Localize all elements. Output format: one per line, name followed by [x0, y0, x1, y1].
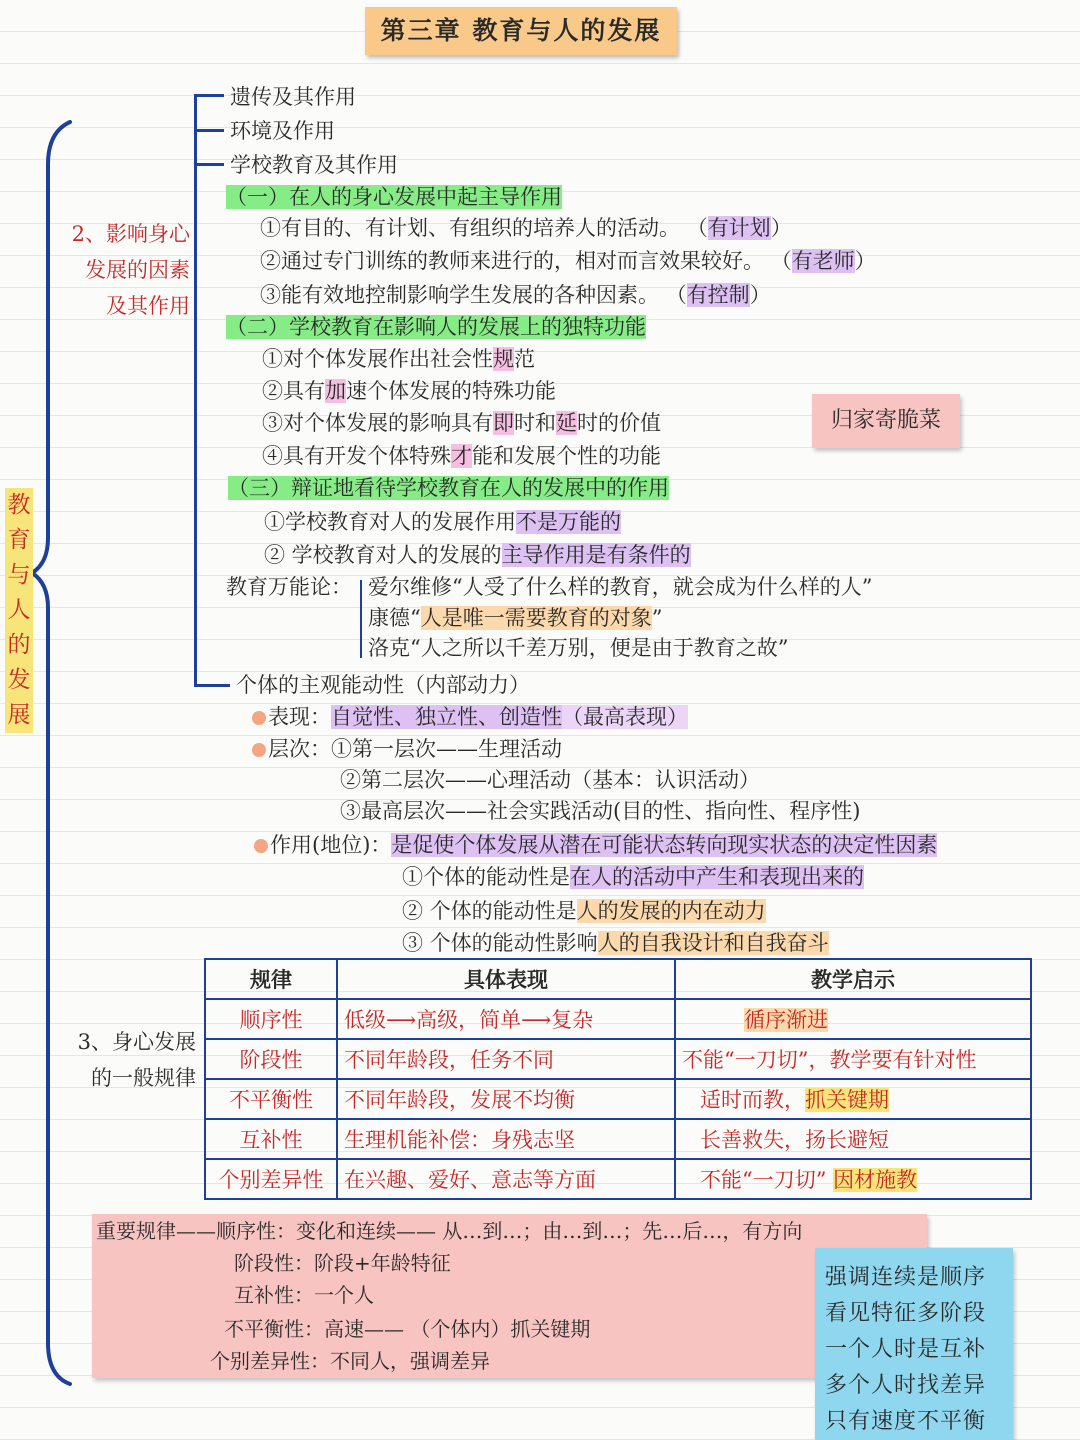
- table-row: [205, 1159, 1031, 1199]
- summary-line: 不平衡性：高速—— （个体内）抓关键期: [224, 1317, 591, 1341]
- side-title-char: 与: [7, 562, 31, 588]
- table-row: [205, 1119, 1031, 1159]
- text: ③ 个体的能动性影响: [402, 931, 598, 955]
- note-open: （: [770, 249, 792, 273]
- insight-text: 适时而教，: [700, 1088, 805, 1112]
- highlight: 在人的活动中产生和表现出来的: [570, 865, 864, 889]
- role-item: [402, 928, 829, 958]
- section2-label-line: 发展的因素: [85, 258, 190, 282]
- part3-heading-text: （三）辩证地看待学校教育在人的发展中的作用: [228, 476, 669, 500]
- manifest-cell: 在兴趣、爱好、意志等方面: [337, 1159, 675, 1199]
- section3-label-line: 的一般规律: [91, 1066, 196, 1090]
- bullet-dot: [252, 743, 266, 757]
- part3-item: [264, 540, 691, 570]
- label: 层次：: [268, 737, 331, 761]
- insight-cell: [675, 1119, 1031, 1159]
- summary-line: 阶段性：阶段+年龄特征: [234, 1251, 451, 1275]
- table-row: [205, 999, 1031, 1039]
- text: ”: [651, 606, 663, 630]
- text: ②具有: [262, 379, 325, 403]
- law-cell: 顺序性: [205, 999, 337, 1039]
- factor-tree-vertical: [194, 94, 197, 686]
- level-item: ③最高层次——社会实践活动(目的性、指向性、程序性): [340, 799, 861, 823]
- part1-item-note: 有计划: [707, 216, 771, 240]
- highlight: 不是万能的: [516, 510, 621, 534]
- part1-item: [260, 213, 792, 243]
- column-header: 规律: [205, 959, 337, 999]
- side-title-char: 展: [7, 702, 31, 728]
- insight-cell: [675, 999, 1031, 1039]
- level-item: ①第一层次——生理活动: [331, 737, 562, 761]
- factor-school: 学校教育及其作用: [230, 153, 398, 177]
- manifest-cell: 不同年龄段，发展不均衡: [337, 1079, 675, 1119]
- law-cell: 不平衡性: [205, 1079, 337, 1119]
- bullet-dot: [254, 839, 268, 853]
- tree-branch: [194, 129, 224, 132]
- insight-text: 不能“一刀切”，教学要有针对性: [682, 1048, 977, 1072]
- table-row: [205, 1039, 1031, 1079]
- part2-item: [262, 376, 556, 406]
- quote-kant: [368, 603, 663, 633]
- part1-item-text: ③能有效地控制影响学生发展的各种因素。: [260, 283, 659, 307]
- level-item: ②第二层次——心理活动（基本：认识活动）: [340, 768, 760, 792]
- insight-cell: [675, 1039, 1031, 1079]
- levels-row: [252, 734, 562, 764]
- part2-item: [262, 344, 535, 374]
- text: ④具有开发个体特殊: [262, 444, 451, 468]
- part1-item: [260, 246, 876, 276]
- key-char: 规: [493, 347, 514, 371]
- text: 康德“: [368, 606, 421, 630]
- text: 能和发展个性的功能: [472, 444, 661, 468]
- quote-locke: 洛克“人之所以千差万别，便是由于教育之故”: [368, 636, 789, 660]
- part1-heading-text: （一）在人的身心发展中起主导作用: [226, 185, 562, 209]
- mnemonic-line: 多个人时找差异: [825, 1373, 987, 1398]
- note: （最高表现）: [562, 705, 688, 729]
- key-char: 才: [451, 444, 472, 468]
- insight-cell: [675, 1079, 1031, 1119]
- tree-branch: [194, 163, 224, 166]
- note-close: ）: [854, 249, 876, 273]
- part2-heading: [226, 312, 646, 342]
- text: ② 个体的能动性是: [402, 899, 577, 923]
- law-cell: 互补性: [205, 1119, 337, 1159]
- mnemonic-note: 归家寄脆菜: [812, 394, 960, 448]
- manifest-cell: 不同年龄段，任务不同: [337, 1039, 675, 1079]
- factor-subjective: 个体的主观能动性（内部动力）: [236, 673, 530, 697]
- text: 时和: [514, 411, 556, 435]
- part3-heading: [228, 473, 669, 503]
- law-cell: 阶段性: [205, 1039, 337, 1079]
- mnemonic-line: 看见特征多阶段: [825, 1301, 987, 1326]
- mnemonic-line: 一个人时是互补: [825, 1337, 987, 1362]
- part1-heading: [226, 182, 562, 212]
- role-item: [402, 896, 766, 926]
- insight-text: 不能“一刀切”: [700, 1168, 827, 1192]
- column-header: 具体表现: [337, 959, 675, 999]
- table-row: [205, 1079, 1031, 1119]
- side-title-char: 发: [7, 667, 31, 693]
- highlight: 人的发展的内在动力: [576, 899, 766, 923]
- insight-cell: [675, 1159, 1031, 1199]
- mnemonic-line: 只有速度不平衡: [825, 1409, 987, 1434]
- section3-label-line: 3、身心发展: [77, 1030, 196, 1054]
- note-close: ）: [770, 216, 792, 240]
- tree-branch: [194, 684, 230, 687]
- part1-item-text: ②通过专门训练的教师来进行的，相对而言效果较好。: [260, 249, 764, 273]
- label: 表现：: [268, 705, 331, 729]
- section3-label: [60, 1024, 196, 1096]
- section2-label-line: 2、影响身心: [71, 222, 190, 246]
- text: 速个体发展的特殊功能: [346, 379, 556, 403]
- part2-heading-text: （二）学校教育在影响人的发展上的独特功能: [226, 315, 646, 339]
- summary-note: [92, 1214, 927, 1378]
- note-open: （: [665, 283, 687, 307]
- page-title: 第三章 教育与人的发展: [365, 7, 677, 55]
- insight-highlight: 抓关键期: [805, 1088, 889, 1112]
- factor-environment: 环境及作用: [230, 119, 335, 143]
- side-title-char: 育: [7, 527, 31, 553]
- part1-item-note: 有老师: [791, 249, 855, 273]
- key-char: 即: [493, 411, 514, 435]
- omnipotence-label: 教育万能论：: [226, 575, 352, 599]
- text: ①对个体发展作出社会性: [262, 347, 493, 371]
- law-cell: 个别差异性: [205, 1159, 337, 1199]
- part1-item: [260, 280, 771, 310]
- key-char: 加: [325, 379, 346, 403]
- table-header-row: [205, 959, 1031, 999]
- part2-item: [262, 408, 661, 438]
- part1-item-text: ①有目的、有计划、有组织的培养人的活动。: [260, 216, 680, 240]
- quote-bracket: [360, 580, 362, 658]
- side-title-char: 人: [7, 597, 31, 623]
- label: 作用(地位)：: [270, 833, 392, 857]
- note-close: ）: [749, 283, 771, 307]
- text: ①个体的能动性是: [402, 865, 570, 889]
- text: 范: [514, 347, 535, 371]
- factor-heredity: 遗传及其作用: [230, 85, 356, 109]
- text: ② 学校教育对人的发展的: [264, 543, 502, 567]
- summary-line: 个别差异性：不同人，强调差异: [210, 1349, 490, 1373]
- column-header: 教学启示: [675, 959, 1031, 999]
- role-row: [254, 830, 937, 860]
- part3-item: [264, 507, 621, 537]
- section2-label-line: 及其作用: [106, 294, 190, 318]
- quote-helvetius: 爱尔维修“人受了什么样的教育，就会成为什么样的人”: [368, 575, 873, 599]
- highlight: 是促使个体发展从潜在可能状态转向现实状态的决定性因素: [391, 833, 938, 857]
- text: ①学校教育对人的发展作用: [264, 510, 516, 534]
- highlight: 人是唯一需要教育的对象: [420, 606, 652, 630]
- role-item: [402, 862, 864, 892]
- key-char: 延: [556, 411, 577, 435]
- mnemonic-note-blue: [815, 1248, 1013, 1440]
- side-title-char: 教: [7, 492, 31, 518]
- laws-table: [204, 958, 1032, 1200]
- insight-text: 长善救失，扬长避短: [700, 1128, 889, 1152]
- text: 时的价值: [577, 411, 661, 435]
- part2-item: [262, 441, 661, 471]
- summary-line: 互补性：一个人: [234, 1283, 374, 1307]
- section2-label: [60, 216, 190, 324]
- manifest-cell: 生理机能补偿：身残志坚: [337, 1119, 675, 1159]
- tree-branch: [194, 94, 224, 97]
- side-title: [5, 488, 33, 733]
- manifest-cell: 低级⟶高级，简单⟶复杂: [337, 999, 675, 1039]
- bullet-dot: [252, 711, 266, 725]
- highlight: 人的自我设计和自我奋斗: [597, 931, 829, 955]
- highlight: 主导作用是有条件的: [501, 543, 691, 567]
- expression-row: [252, 702, 688, 732]
- mnemonic-line: 强调连续是顺序: [825, 1265, 987, 1290]
- insight-highlight: 因材施教: [833, 1168, 918, 1192]
- part1-item-note: 有控制: [686, 283, 750, 307]
- summary-line: 重要规律——顺序性：变化和连续—— 从…到…；由…到…；先…后…，有方向: [96, 1219, 803, 1243]
- side-title-char: 的: [7, 632, 31, 658]
- highlight: 自觉性、独立性、创造性: [331, 705, 562, 729]
- insight-text: 循序渐进: [744, 1008, 828, 1032]
- note-open: （: [686, 216, 708, 240]
- text: ③对个体发展的影响具有: [262, 411, 493, 435]
